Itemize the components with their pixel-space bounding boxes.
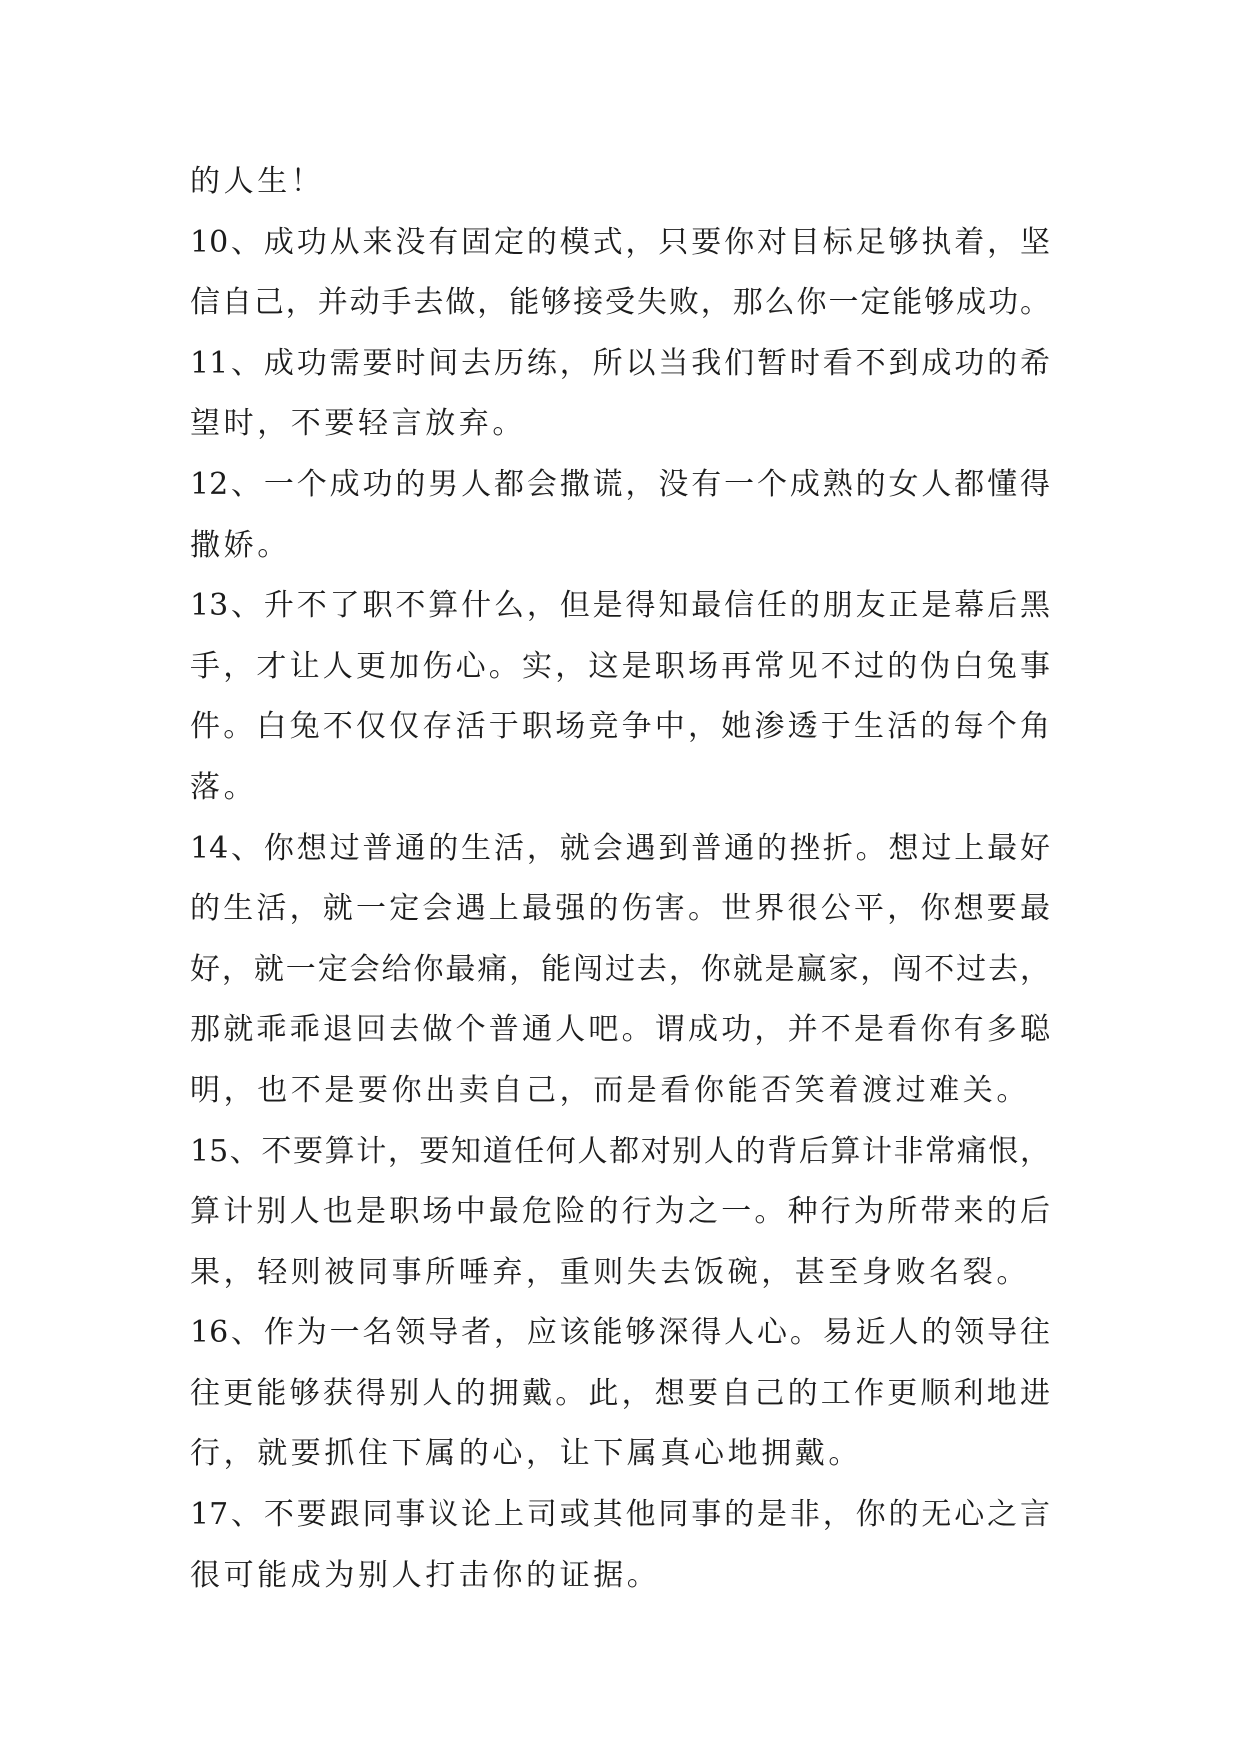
text-line: 10、成功从来没有固定的模式，只要你对目标足够执着，坚 — [190, 224, 1050, 260]
text-line: 件。白兔不仅仅存活于职场竞争中，她渗透于生活的每个角 — [190, 709, 1050, 745]
text-line: 那就乖乖退回去做个普通人吧。谓成功，并不是看你有多聪 — [190, 1012, 1050, 1048]
text-line: 撒娇。 — [190, 527, 291, 563]
text-line: 往更能够获得别人的拥戴。此，想要自己的工作更顺利地进 — [190, 1375, 1050, 1411]
text-line: 果，轻则被同事所唾弃，重则失去饭碗，甚至身败名裂。 — [190, 1254, 1030, 1290]
text-line: 望时，不要轻言放弃。 — [190, 406, 526, 442]
text-line: 好，就一定会给你最痛，能闯过去，你就是赢家，闯不过去， — [190, 951, 1050, 987]
document-body — [190, 152, 1050, 1606]
text-line: 13、升不了职不算什么，但是得知最信任的朋友正是幕后黑 — [190, 588, 1050, 624]
text-line: 落。 — [190, 769, 258, 805]
text-line: 12、一个成功的男人都会撒谎，没有一个成熟的女人都懂得 — [190, 466, 1050, 502]
text-line: 行，就要抓住下属的心，让下属真心地拥戴。 — [190, 1436, 862, 1472]
text-line: 明，也不是要你出卖自己，而是看你能否笑着渡过难关。 — [190, 1072, 1030, 1108]
text-line: 算计别人也是职场中最危险的行为之一。种行为所带来的后 — [190, 1194, 1050, 1230]
text-line: 14、你想过普通的生活，就会遇到普通的挫折。想过上最好 — [190, 830, 1050, 866]
text-line: 16、作为一名领导者，应该能够深得人心。易近人的领导往 — [190, 1315, 1050, 1351]
text-line: 的人生！ — [190, 164, 325, 199]
text-line: 的生活，就一定会遇上最强的伤害。世界很公平，你想要最 — [190, 891, 1050, 927]
text-line: 很可能成为别人打击你的证据。 — [190, 1557, 661, 1593]
text-line: 17、不要跟同事议论上司或其他同事的是非，你的无心之言 — [190, 1497, 1050, 1533]
text-line: 15、不要算计，要知道任何人都对别人的背后算计非常痛恨， — [190, 1133, 1050, 1169]
text-line: 手，才让人更加伤心。实，这是职场再常见不过的伪白兔事 — [190, 648, 1050, 684]
text-line: 信自己，并动手去做，能够接受失败，那么你一定能够成功。 — [190, 285, 1050, 321]
text-line: 11、成功需要时间去历练，所以当我们暂时看不到成功的希 — [190, 345, 1050, 381]
